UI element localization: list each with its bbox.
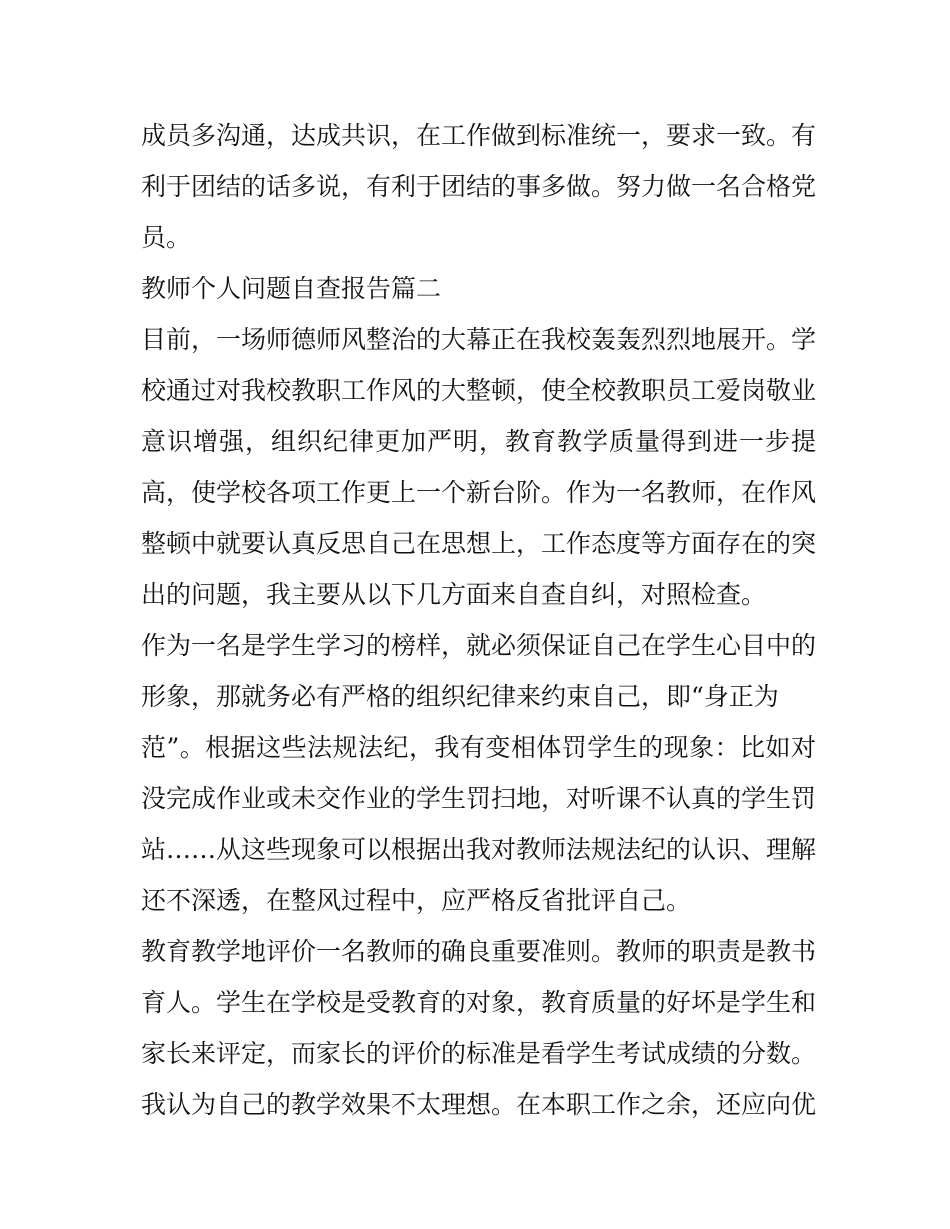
text-line: 目前，一场师德师风整治的大幕正在我校轰轰烈烈地展开。学 — [141, 325, 817, 354]
text-line: 意识增强，组织纪律更加严明，教育教学质量得到进一步提 — [141, 427, 816, 456]
text-line: 整顿中就要认真反思自己在思想上，工作态度等方面存在的突 — [141, 529, 817, 558]
text-line: 家长来评定，而家长的评价的标准是看学生考试成绩的分数。 — [141, 1039, 817, 1068]
text-line: 没完成作业或未交作业的学生罚扫地，对听课不认真的学生罚 — [141, 784, 817, 813]
text-line: 我认为自己的教学效果不太理想。在本职工作之余，还应向优 — [141, 1090, 817, 1119]
text-line: 育人。学生在学校是受教育的对象，教育质量的好坏是学生和 — [141, 988, 817, 1017]
text-line: 形象，那就务必有严格的组织纪律来约束自己，即“身正为 — [141, 682, 779, 711]
body-text — [141, 110, 816, 1130]
text-line: 教育教学地评价一名教师的确良重要准则。教师的职责是教书 — [141, 937, 817, 966]
text-line: 校通过对我校教职工作风的大整顿，使全校教职员工爱岗敬业 — [141, 376, 817, 405]
text-line: 范”。根据这些法规法纪，我有变相体罚学生的现象：比如对 — [141, 733, 816, 762]
text-line: 成员多沟通，达成共识，在工作做到标准统一，要求一致。有 — [141, 121, 817, 150]
section-heading: 教师个人问题自查报告篇二 — [141, 274, 442, 303]
text-line: 利于团结的话多说，有利于团结的事多做。努力做一名合格党 — [141, 172, 817, 201]
text-line: 作为一名是学生学习的榜样，就必须保证自己在学生心目中的 — [141, 631, 817, 660]
text-line: 员。 — [141, 223, 192, 252]
text-line: 站……从这些现象可以根据出我对教师法规法纪的认识、理解 — [141, 835, 817, 864]
text-line: 还不深透，在整风过程中，应严格反省批评自己。 — [141, 886, 692, 915]
text-line: 高，使学校各项工作更上一个新台阶。作为一名教师，在作风 — [141, 478, 817, 507]
text-line: 出的问题，我主要从以下几方面来自查自纠，对照检查。 — [141, 580, 767, 609]
